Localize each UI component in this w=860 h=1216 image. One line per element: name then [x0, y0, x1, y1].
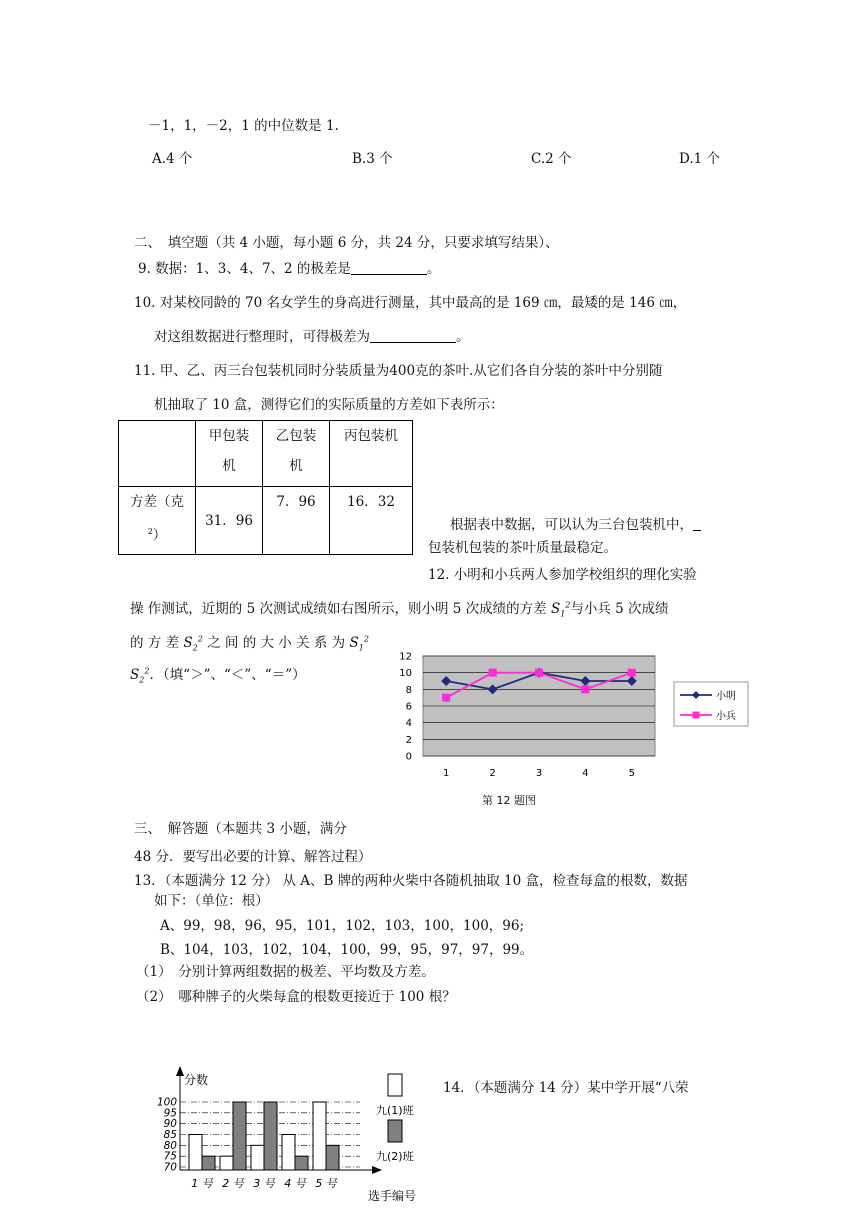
y-axis-arrow [176, 1066, 184, 1076]
bar [251, 1145, 264, 1170]
q13-sub1: （1） 分别计算两组数据的极差、平均数及方差。 [136, 964, 435, 980]
x-tick-label: 5 [628, 768, 635, 779]
y-tick-label: 10 [399, 668, 412, 680]
q13-line1: 13．（本题满分 12 分） 从 A、B 牌的两种火柴中各随机抽取 10 盒，检查每盒的根数，数据 [134, 873, 688, 889]
data-point [581, 685, 589, 693]
data-point [535, 669, 543, 677]
q13-data-a: A、99，98，96，95，101，102，103，100，100，96; [160, 918, 525, 934]
bar [326, 1145, 339, 1170]
y-tick-label: 2 [405, 734, 412, 746]
y-tick-label: 8 [405, 684, 412, 696]
x-tick-label: 3 号 [253, 1177, 275, 1190]
y-tick-label: 95 [163, 1107, 177, 1120]
q9-tail: 。 [426, 261, 441, 277]
y-axis-title: 分数 [184, 1073, 209, 1087]
q10-tail: 。 [456, 329, 470, 345]
legend-marker [693, 712, 700, 719]
table-value-jia: 31．96 [196, 487, 263, 555]
q13-sub2: （2） 哪种牌子的火柴每盒的根数更接近于 100 根？ [136, 989, 456, 1005]
x-tick-label: 1 号 [191, 1177, 213, 1190]
q9 [138, 257, 440, 277]
y-tick-label: 85 [163, 1129, 177, 1141]
legend-label: 九(2)班 [376, 1150, 414, 1163]
legend-swatch [388, 1074, 402, 1096]
q11-line2: 机抽取了 10 盒，测得它们的实际质量的方差如下表所示： [154, 397, 504, 413]
q13-data-b: B、104，103，102，104，100，99，95，97，97，99。 [160, 942, 534, 958]
data-point [442, 694, 450, 702]
q11-line1: 11. 甲、乙、丙三台包装机同时分装质量为400克的茶叶.从它们各自分装的茶叶中分别随 [134, 363, 663, 379]
bar [264, 1102, 277, 1170]
table-header-yi: 乙包装 机 [263, 421, 330, 487]
y-tick-label: 80 [163, 1139, 177, 1152]
symbol-s2-squared-b: $S_2^2$ [130, 666, 150, 685]
bar [189, 1135, 202, 1171]
x-tick-label: 2 [489, 768, 496, 779]
q8-statement: －1，1，－2，1 的中位数是 1. [148, 118, 339, 134]
q11-answer-blank [693, 516, 701, 531]
bar [295, 1156, 308, 1170]
q10-answer-blank [370, 328, 456, 343]
y-tick-label: 6 [405, 701, 412, 713]
q13-line2: 如下：（单位：根） [154, 893, 269, 909]
line-chart [390, 648, 760, 808]
q14-line1: 14．（本题满分 14 分）某中学开展“八荣 [443, 1080, 689, 1096]
table-corner-cell [119, 421, 196, 487]
legend-label: 九(1)班 [376, 1104, 414, 1117]
symbol-s2-squared: $S_2^2$ [183, 634, 203, 653]
q12-line1: 12. 小明和小兵两人参加学校组织的理化实验 [428, 567, 697, 583]
data-point [628, 669, 636, 677]
x-tick-label: 2 号 [222, 1177, 244, 1190]
x-tick-label: 4 [582, 768, 589, 779]
y-tick-label: 100 [156, 1096, 177, 1109]
q11-after1: 根据表中数据，可以认为三台包装机中， [450, 513, 701, 533]
symbol-s1-squared-b: $S_1^2$ [349, 634, 369, 653]
q9-text: 9. 数据：1、3、4、7、2 的极差是 [138, 261, 351, 277]
legend-label: 小兵 [716, 711, 736, 722]
y-tick-label: 70 [163, 1161, 177, 1174]
table-row-label: 方差（克 $^2$） [119, 487, 196, 555]
chart-caption: 第 12 题图 [482, 794, 536, 807]
y-tick-label: 0 [405, 751, 412, 763]
bar [313, 1102, 326, 1170]
section3-heading-line1: 三、 解答题（本题共 3 小题，满分 [134, 821, 347, 837]
q8-option-d: D.1 个 [679, 151, 721, 167]
y-tick-label: 90 [163, 1118, 177, 1131]
q8-option-c: C.2 个 [531, 151, 572, 167]
table-header-bing: 丙包装机 [330, 421, 413, 487]
x-tick-label: 5 号 [315, 1177, 337, 1190]
bar [202, 1156, 215, 1170]
x-tick-label: 3 [535, 768, 543, 779]
section3-heading-line2: 48 分．要写出必要的计算、解答过程） [134, 849, 372, 865]
q11-after2: 包装机包装的茶叶质量最稳定。 [428, 540, 617, 556]
q8-option-a: A.4 个 [152, 151, 193, 167]
q12-line3: 的 方 差 $S_2^2$ 之 间 的 大 小 关 系 为 $S_1^2$ [130, 634, 369, 653]
table-value-bing: 16．32 [330, 487, 413, 555]
x-axis-title: 选手编号 [368, 1189, 417, 1203]
legend-label: 小明 [716, 691, 736, 702]
section2-heading: 二、 填空题（共 4 小题，每小题 6 分，共 24 分，只要求填写结果）、 [134, 235, 559, 251]
symbol-s1-squared: $S_1^2$ [550, 600, 571, 619]
bar [233, 1102, 246, 1170]
q10-line2 [154, 325, 470, 345]
q10-text: 对这组数据进行整理时，可得极差为 [154, 329, 370, 345]
bar-chart [150, 1062, 440, 1212]
legend-swatch [388, 1120, 402, 1142]
table-value-yi: 7．96 [263, 487, 330, 555]
y-tick-label: 4 [405, 718, 412, 730]
legend-box [674, 682, 748, 726]
q10-line1: 10. 对某校同龄的 70 名女学生的身高进行测量，其中最高的是 169 ㎝，最矮的是 146 ㎝， [134, 295, 687, 311]
x-tick-label: 4 号 [284, 1177, 306, 1190]
data-point [489, 669, 497, 677]
q8-option-b: B.3 个 [352, 151, 393, 167]
y-tick-label: 12 [399, 651, 412, 663]
q12-line4: $S_2^2$．（填“＞”、“＜”、“＝”） [130, 666, 306, 685]
bar [282, 1135, 295, 1171]
variance-table [118, 420, 413, 555]
table-header-jia: 甲包装 机 [196, 421, 263, 487]
q9-answer-blank [351, 260, 427, 275]
x-axis-arrow [372, 1166, 382, 1174]
x-tick-label: 1 [443, 768, 450, 779]
q12-line2: 操 作测试，近期的 5 次测试成绩如右图所示，则小明 5 次成绩的方差 $S_1^2$与小兵 5 次成绩 [130, 600, 669, 619]
y-tick-label: 75 [163, 1150, 177, 1163]
bar [220, 1156, 233, 1170]
